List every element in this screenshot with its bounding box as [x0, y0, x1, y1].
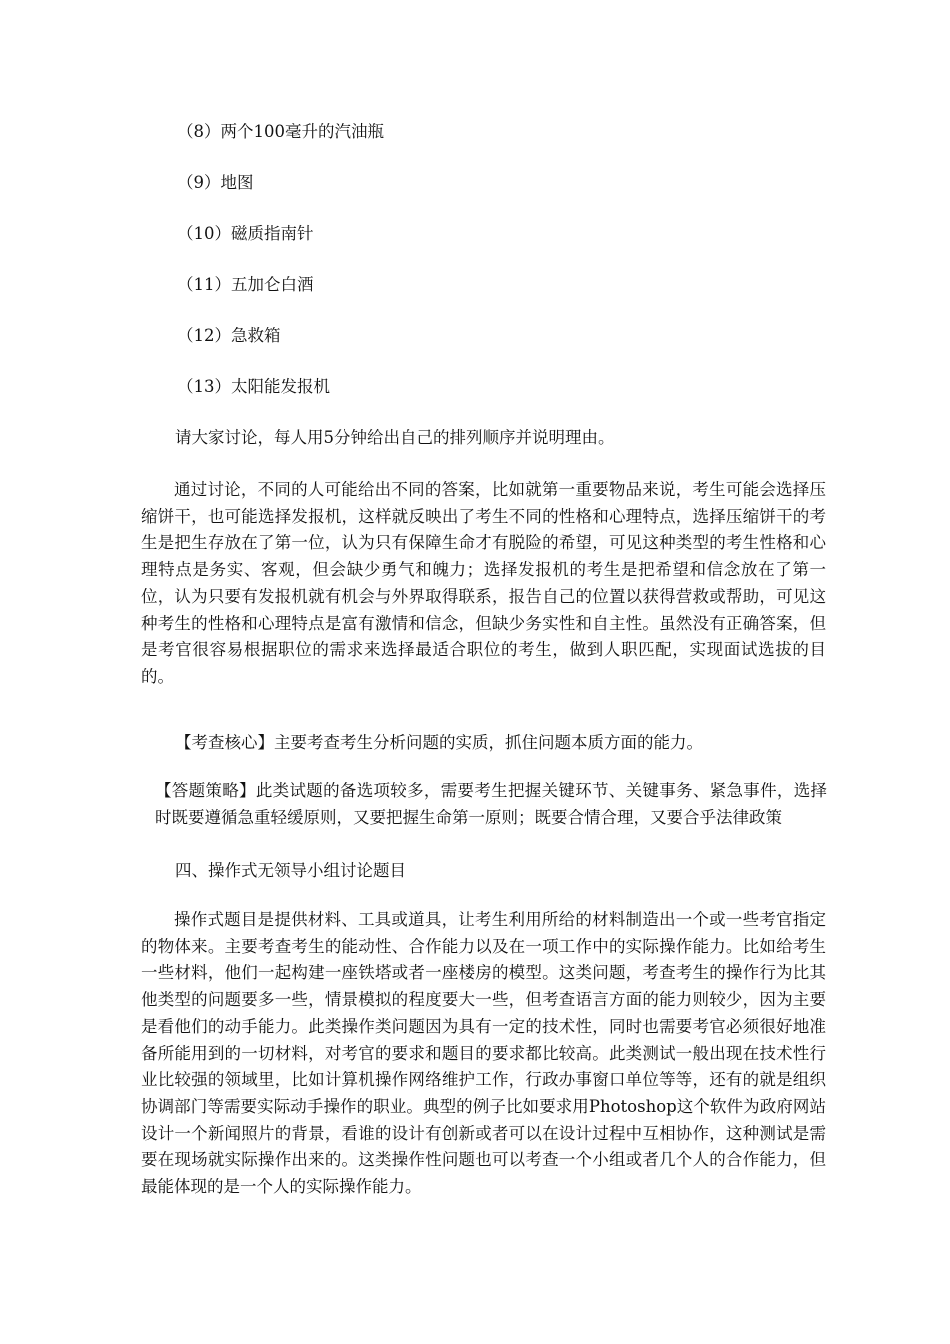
list-item: （13）太阳能发报机 — [177, 377, 330, 396]
list-item: （8）两个100毫升的汽油瓶 — [177, 122, 384, 141]
list-item: （12）急救箱 — [177, 326, 281, 345]
operation-paragraph: 操作式题目是提供材料、工具或道具，让考生利用所给的材料制造出一个或一些考官指定的物体来。主要考查考生的能动性、合作能力以及在一项工作中的实际操作能力。比如给考生一些材料，他们一起构建一座铁塔或者一座楼房的模型。这类问题，考查考生的操作行为比其他类型的问题要多一些，情景模拟的程度要大一些，但考查语言方面的能力则较少，因为主要是看他们的动手能力。此类操作类问题因为具有一定的技术性，同时也需要考官必须很好地准备所能用到的一切材料，对考官的要求和题目的要求都比较高。此类测试一般出现在技术性行业比较强的领域里，比如计算机操作网络维护工作，行政办事窗口单位等等，还有的就是组织协调部门等需要实际动手操作的职业。典型的例子比如要求用Photoshop这个软件为政府网站设计一个新闻照片的背景，看谁的设计有创新或者可以在设计过程中互相协作，这种测试是需要在现场就实际操作出来的。这类操作性问题也可以考查一个小组或者几个人的合作能力，但最能体现的是一个人的实际操作能力。 — [141, 910, 826, 1197]
core-point-text: 【考查核心】主要考查考生分析问题的实质，抓住问题本质方面的能力。 — [175, 733, 703, 752]
list-item: （10）磁质指南针 — [177, 224, 314, 243]
instruction-text: 请大家讨论，每人用5分钟给出自己的排列顺序并说明理由。 — [175, 428, 615, 447]
strategy-paragraph: 【答题策略】此类试题的备选项较多，需要考生把握关键环节、关键事务、紧急事件，选择时既要遵循急重轻缓原则，又要把握生命第一原则；既要合情合理，又要合乎法律政策 — [155, 781, 827, 827]
analysis-paragraph: 通过讨论，不同的人可能给出不同的答案，比如就第一重要物品来说，考生可能会选择压缩饼干，也可能选择发报机，这样就反映出了考生不同的性格和心理特点，选择压缩饼干的考生是把生存放在了第一位，认为只有保障生命才有脱险的希望，可见这种类型的考生性格和心理特点是务实、客观，但会缺少勇气和魄力；选择发报机的考生是把希望和信念放在了第一位，认为只要有发报机就有机会与外界取得联系，报告自己的位置以获得营救或帮助，可见这种考生的性格和心理特点是富有激情和信念，但缺少务实性和自主性。虽然没有正确答案，但是考官很容易根据职位的需求来选择最适合职位的考生，做到人职匹配，实现面试选拔的目的。 — [141, 480, 826, 686]
list-item: （11）五加仑白酒 — [177, 275, 314, 294]
list-item: （9）地图 — [177, 173, 254, 192]
section-heading: 四、操作式无领导小组讨论题目 — [175, 861, 406, 880]
